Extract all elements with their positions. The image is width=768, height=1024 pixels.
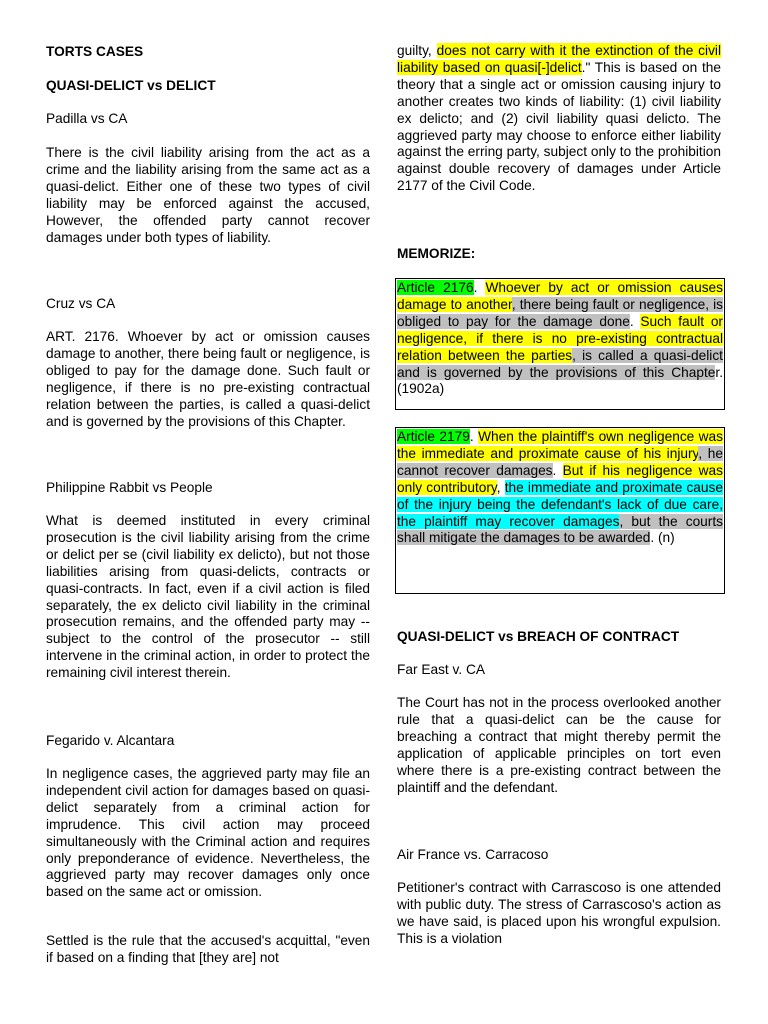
article-2176-label: Article 2176: [397, 280, 474, 295]
article-2179-hl2: But if his negligence was only contributory: [397, 462, 723, 495]
article-2176-text: [396, 280, 723, 398]
case-text-fegarido: In negligence cases, the aggrieved party may file an independent civil action for damages based on quasi-delict separately from a criminal action for imprudence. This civil action may proceed simultaneously with the Criminal action and requires only preponderance of evidence. Nevertheless, the aggrieved party may recover damages only once based on the same act or omission.: [46, 766, 370, 900]
continued-highlight: does not carry with it the extinction of the civil liability based on quasi[-]delict: [397, 43, 721, 75]
case-title-fegarido: Fegarido v. Alcantara: [46, 733, 175, 748]
article-2176-hl2: Such fault or negligence, if there is no pre-existing contractual relation between the parties: [397, 313, 723, 363]
continued-rest: ." This is based on the theory that a single act or omission causing injury to another creates two kinds of liability: (1) civil liability ex delicto; and (2) civil liability quasi delicto. The aggrieved party may choose to enforce either liability against the erring party, subject only to the prohibition against double recovery of damages under Article 2177 of the Civil Code.: [397, 59, 722, 194]
article-2176-box: [395, 278, 725, 410]
case-text-cruz: ART. 2176. Whoever by act or omission causes damage to another, there being fault or negligence, is obliged to pay for the damage done. Such fault or negligence, if there is no pre-existing contractual relation between the parties, is called a quasi-delict and is governed by the provisions of this Chapter.: [46, 329, 370, 429]
article-2179-text: [396, 429, 723, 547]
punct: .: [629, 313, 641, 329]
article-2179-label: Article 2179: [397, 429, 470, 444]
article-2179-gray1: , he cannot recover damages: [397, 445, 723, 478]
punct: ,: [496, 479, 505, 495]
case-title-airfrance: Air France vs. Carracoso: [397, 847, 549, 862]
article-2176-gray2: , is called a quasi-delict and is governed by the provisions of this Chapte: [397, 347, 723, 380]
case-text-rabbit: What is deemed instituted in every criminal prosecution is the civil liability arising from the crime or delict per se (civil liability ex delicto), but not those liabilities arising from quasi-delicts, contracts or quasi-contracts. In fact, even if a civil action is filed separately, the ex delicto civil liability in the criminal prosecution remains, and the offended party may -- subject to the control of the prosecutor -- still intervene in the criminal action, in order to protect the remaining civil interest therein.: [46, 513, 370, 681]
article-2179-gray2: , but the courts shall mitigate the damages to be awarded: [397, 513, 724, 546]
article-2176-hl1: Whoever by act or omission causes damage to another: [397, 280, 724, 312]
case-title-rabbit: Philippine Rabbit vs People: [46, 480, 213, 495]
case-title-fareast: Far East v. CA: [397, 662, 485, 677]
settled-rule-text: Settled is the rule that the accused's acquittal, "even if based on a finding that [they are] not: [46, 933, 370, 965]
case-title-cruz: Cruz vs CA: [46, 296, 116, 311]
section-heading-delict: QUASI-DELICT vs DELICT: [46, 78, 216, 93]
case-text-fareast: The Court has not in the process overlooked another rule that a quasi-delict can be the cause for breaching a contract that might thereby permit the application of applicable principles on tort even where there is a pre-existing contract between the plaintiff and the defendant.: [397, 695, 721, 795]
article-2176-gray1: , there being fault or negligence, is obliged to pay for the damage done: [397, 296, 724, 329]
article-2176-end: r. (1902a): [397, 364, 723, 397]
case-title-padilla: Padilla vs CA: [46, 111, 128, 126]
punct: .: [552, 462, 563, 478]
article-2179-end: . (n): [650, 530, 675, 546]
punct: .: [473, 280, 486, 295]
memorize-heading: MEMORIZE:: [397, 246, 476, 261]
continued-text: [397, 43, 721, 195]
case-text-airfrance: Petitioner's contract with Carrascoso is one attended with public duty. The stress of Carrascoso's action as we have said, is placed upon his wrongful expulsion. This is a violation: [397, 880, 721, 946]
punct: .: [469, 429, 479, 444]
document-title: TORTS CASES: [46, 44, 144, 59]
continued-plain: guilty,: [397, 43, 437, 58]
section-heading-contract: QUASI-DELICT vs BREACH OF CONTRACT: [397, 629, 680, 644]
case-text-padilla: There is the civil liability arising from the act as a crime and the liability arising from the same act as a quasi-delict. Either one of these two types of civil liability may be enforced against the accused, However, the offended party cannot recover damages under both types of liability.: [46, 145, 370, 245]
article-2179-hl1: When the plaintiff's own negligence was the immediate and proximate cause of his injury: [397, 429, 724, 461]
article-2179-box: [395, 427, 725, 594]
article-2179-cyan: the immediate and proximate cause of the injury being the defendant's lack of due care, the plaintiff may recover damages: [397, 479, 723, 529]
